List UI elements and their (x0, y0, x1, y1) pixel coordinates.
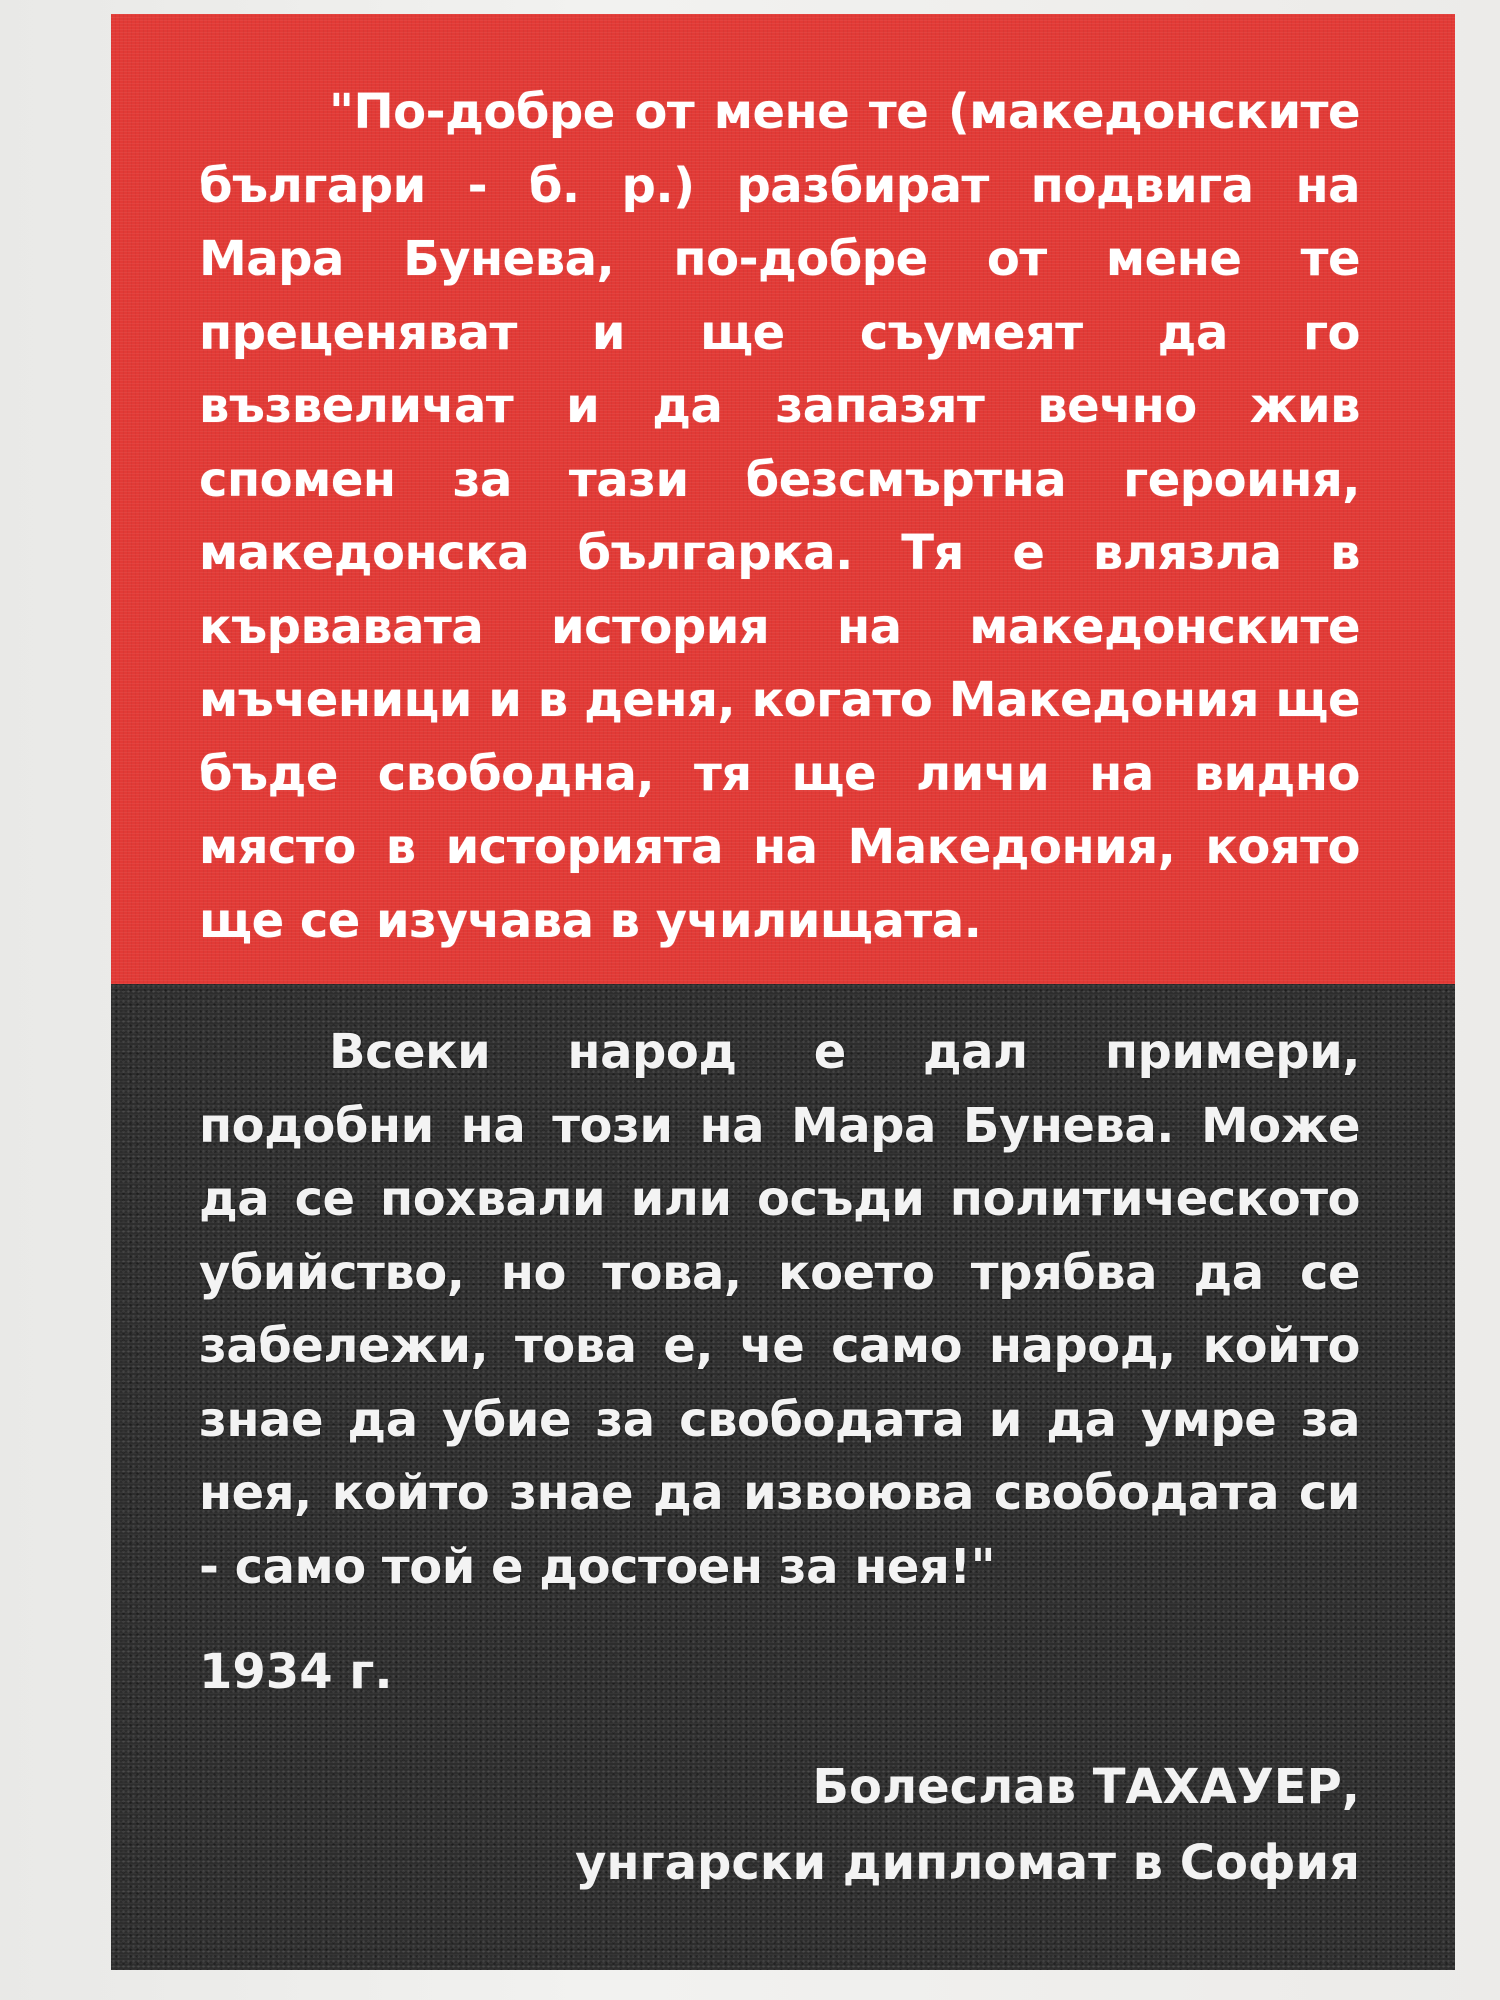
black-quote-panel (111, 984, 1455, 1970)
red-quote-panel (111, 14, 1455, 984)
signature-block (199, 1749, 1360, 1901)
author-title: унгарски дипломат в София (575, 1835, 1360, 1891)
quote-year: 1934 г. (199, 1644, 393, 1700)
quote-paragraph-1: "По-добре от мене те (македонските българи - б. р.) разбират подвига на Мара Бунева, по-добре от мене те преценяват и ще съумеят да го възвеличат и да запазят вечно жив спомен за тази безсмъртна героиня, македонска българка. Тя е влязла в кървавата история на македонските мъченици и в деня, когато Македония ще бъде свободна, тя ще личи на видно място в историята на Македония, която ще се изучава в училищата. (199, 84, 1360, 949)
author-name: Болеслав ТАХАУЕР, (812, 1759, 1360, 1815)
quote-paragraph-2: Всеки народ е дал примери, подобни на този на Мара Бунева. Може да се похвали или осъди политическото убийство, но това, което трябва да се забележи, това е, че само народ, който знае да убие за свободата и да умре за нея, който знае да извоюва свободата си - само той е достоен за нея!" (199, 1024, 1360, 1595)
